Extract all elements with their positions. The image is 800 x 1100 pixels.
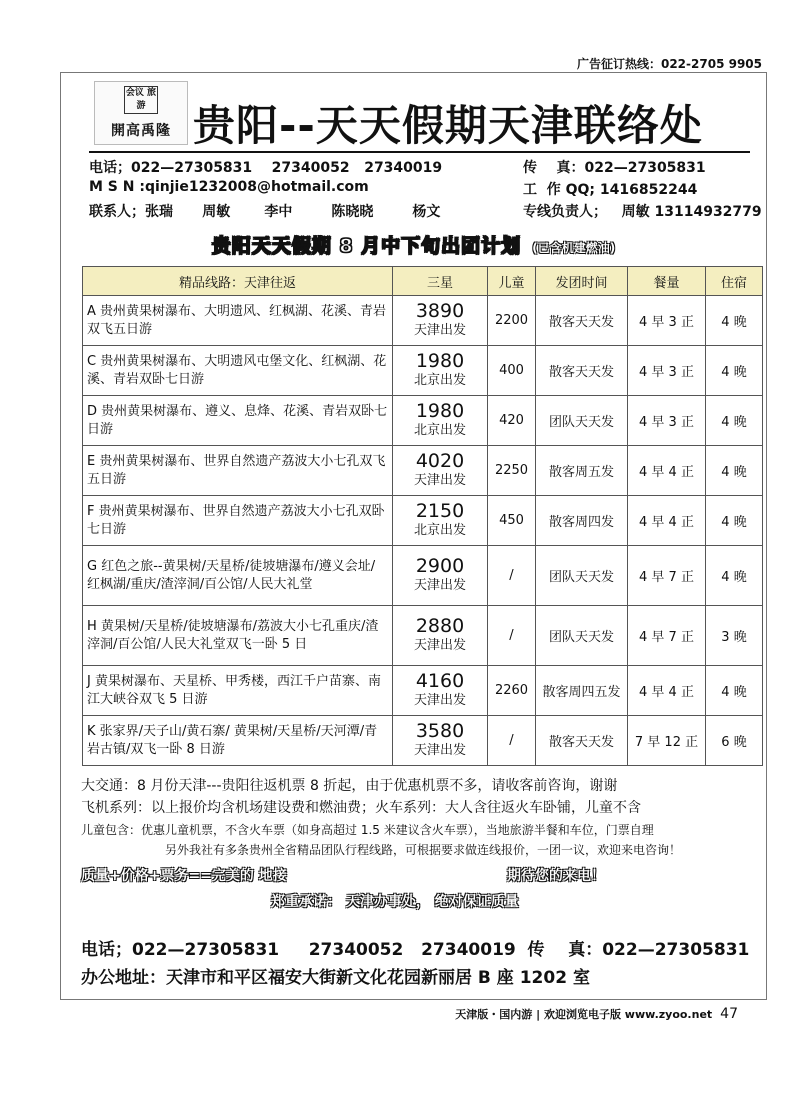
price-cell (393, 396, 488, 446)
extra-routes-note: 另外我社有多条贵州全省精品团队行程线路，可根据要求做连线报价，一团一议，欢迎来电咨询！ (165, 843, 682, 857)
promise-slogan: 郑重承诺： 天津办事处， 绝对保证质量 (271, 894, 519, 910)
office-address: 办公地址：天津市和平区福安大街新文化花园新丽居 B 座 1202 室 (81, 968, 590, 988)
ad-hotline: 广告征订热线：022-2705 9905 (576, 57, 762, 71)
price-cell (393, 346, 488, 396)
nights-cell: 4 晚 (706, 546, 763, 606)
msn-line: M S N :qinjie1232008@hotmail.com (89, 179, 369, 195)
schedule-banner (61, 231, 766, 258)
schedule-cell: 团队天天发 (536, 606, 628, 666)
price-value: 1980 (415, 349, 465, 372)
meals-cell: 4 早 3 正 (628, 296, 706, 346)
price-value: 4160 (415, 669, 465, 692)
table-row (83, 496, 763, 546)
departure-city: 天津出发 (413, 472, 466, 488)
price-value: 2150 (415, 499, 465, 522)
header-route: 精品线路：天津往返 (83, 267, 393, 296)
price-value: 4020 (415, 449, 465, 472)
price-value: 1980 (415, 399, 465, 422)
nights-cell: 4 晚 (706, 346, 763, 396)
page-title: 贵阳--天天假期天津联络处 (193, 101, 703, 150)
price-cell (393, 716, 488, 766)
qq-line: 工 作 QQ; 1416852244 (523, 182, 698, 198)
header-meals: 餐量 (628, 267, 706, 296)
banner-title: 贵阳天天假期 8 月中下旬出团计划 (211, 235, 522, 257)
table-row (83, 346, 763, 396)
header-nights: 住宿 (706, 267, 763, 296)
route-cell: J 黄果树瀑布、天星桥、甲秀楼，西江千户苗寨、南江大峡谷双飞 5 日游 (83, 666, 393, 716)
price-cell (393, 546, 488, 606)
child-price-cell: 2250 (488, 446, 536, 496)
fees-note: 飞机系列：以上报价均含机场建设费和燃油费；火车系列：大人含往返火车卧铺，儿童不含 (81, 800, 641, 816)
route-cell: C 贵州黄果树瀑布、大明遗风屯堡文化、红枫湖、花溪、青岩双卧七日游 (83, 346, 393, 396)
manager-line: 专线负责人； 周敏 13114932779 (523, 204, 762, 220)
child-price-cell: 2260 (488, 666, 536, 716)
table-row (83, 296, 763, 346)
price-value: 3890 (415, 299, 465, 322)
nights-cell: 4 晚 (706, 446, 763, 496)
table-row (83, 546, 763, 606)
child-price-cell: / (488, 606, 536, 666)
contacts-line: 联系人；张瑞 周敏 李中 陈晓晓 杨文 (89, 204, 441, 220)
departure-city: 北京出发 (413, 372, 466, 388)
price-cell (393, 606, 488, 666)
departure-city: 天津出发 (413, 692, 466, 708)
table-row (83, 716, 763, 766)
logo-script: 開高禹隆 (111, 123, 171, 139)
route-cell: H 黄果树/天星桥/徒坡塘瀑布/荔波大小七孔重庆/渣滓洞/百公馆/人民大礼堂双飞一卧 5 日 (83, 606, 393, 666)
price-cell (393, 446, 488, 496)
nights-cell: 3 晚 (706, 606, 763, 666)
route-cell: A 贵州黄果树瀑布、大明遗风、红枫湖、花溪、青岩双飞五日游 (83, 296, 393, 346)
transport-note: 大交通：8 月份天津---贵阳往返机票 8 折起，由于优惠机票不多，请收客前咨询，谢谢 (81, 778, 618, 794)
nights-cell: 4 晚 (706, 666, 763, 716)
schedule-cell: 散客天天发 (536, 346, 628, 396)
contact-phone: 电话；022—27305831 27340052 27340019 传 真：022—27305831 (81, 940, 750, 960)
price-cell (393, 496, 488, 546)
header-child: 儿童 (488, 267, 536, 296)
route-cell: F 贵州黄果树瀑布、世界自然遗产荔波大小七孔双卧七日游 (83, 496, 393, 546)
price-cell (393, 296, 488, 346)
meals-cell: 4 早 3 正 (628, 396, 706, 446)
header-schedule: 发团时间 (536, 267, 628, 296)
schedule-cell: 团队天天发 (536, 396, 628, 446)
child-price-cell: 420 (488, 396, 536, 446)
nights-cell: 4 晚 (706, 296, 763, 346)
departure-city: 北京出发 (413, 522, 466, 538)
price-value: 2900 (415, 554, 465, 577)
table-row (83, 396, 763, 446)
child-price-cell: 450 (488, 496, 536, 546)
child-note: 儿童包含：优惠儿童机票，不含火车票（如身高超过 1.5 米建议含火车票），当地旅游半餐和车位，门票自理 (81, 823, 654, 837)
tour-table (82, 266, 763, 766)
welcome-slogan: 期待您的来电！ (507, 868, 605, 884)
table-row (83, 606, 763, 666)
price-cell (393, 666, 488, 716)
meals-cell: 4 早 4 正 (628, 446, 706, 496)
child-price-cell: / (488, 546, 536, 606)
departure-city: 天津出发 (413, 322, 466, 338)
route-cell: D 贵州黄果树瀑布、遵义、息烽、花溪、青岩双卧七日游 (83, 396, 393, 446)
child-price-cell: / (488, 716, 536, 766)
child-price-cell: 400 (488, 346, 536, 396)
title-divider (89, 151, 750, 153)
route-cell: E 贵州黄果树瀑布、世界自然遗产荔波大小七孔双飞五日游 (83, 446, 393, 496)
table-header-row (83, 267, 763, 296)
departure-city: 天津出发 (413, 742, 466, 758)
meals-cell: 4 早 4 正 (628, 496, 706, 546)
schedule-cell: 散客周四五发 (536, 666, 628, 716)
meals-cell: 4 早 3 正 (628, 346, 706, 396)
departure-city: 天津出发 (413, 637, 466, 653)
banner-note: (已含机建燃油) (532, 241, 616, 255)
page-footer (455, 1006, 738, 1022)
header-price: 三星 (393, 267, 488, 296)
schedule-cell: 团队天天发 (536, 546, 628, 606)
nights-cell: 4 晚 (706, 396, 763, 446)
schedule-cell: 散客周五发 (536, 446, 628, 496)
nights-cell: 4 晚 (706, 496, 763, 546)
meals-cell: 7 早 12 正 (628, 716, 706, 766)
schedule-cell: 散客天天发 (536, 716, 628, 766)
nights-cell: 6 晚 (706, 716, 763, 766)
meals-cell: 4 早 4 正 (628, 666, 706, 716)
schedule-cell: 散客周四发 (536, 496, 628, 546)
departure-city: 天津出发 (413, 577, 466, 593)
page-number: 47 (720, 1006, 738, 1022)
table-row (83, 446, 763, 496)
ad-frame (60, 72, 767, 1000)
fax-line: 传 真：022—27305831 (523, 160, 706, 176)
price-value: 3580 (415, 719, 465, 742)
quality-slogan: 质量+价格+票务==完美的 地接 (81, 868, 287, 884)
table-row (83, 666, 763, 716)
logo-seal: 会议 旅游 (124, 86, 158, 114)
meals-cell: 4 早 7 正 (628, 606, 706, 666)
company-logo (94, 81, 188, 145)
meals-cell: 4 早 7 正 (628, 546, 706, 606)
footer-text: 天津版・国内游 | 欢迎浏览电子版 www.zyoo.net (455, 1008, 713, 1021)
schedule-cell: 散客天天发 (536, 296, 628, 346)
phone-line: 电话；022—27305831 27340052 27340019 (89, 160, 443, 176)
price-value: 2880 (415, 614, 465, 637)
departure-city: 北京出发 (413, 422, 466, 438)
child-price-cell: 2200 (488, 296, 536, 346)
route-cell: K 张家界/天子山/黄石寨/ 黄果树/天星桥/天河潭/青岩古镇/双飞一卧 8 日游 (83, 716, 393, 766)
route-cell: G 红色之旅--黄果树/天星桥/徒坡塘瀑布/遵义会址/红枫湖/重庆/渣滓洞/百公馆/人民大礼堂 (83, 546, 393, 606)
